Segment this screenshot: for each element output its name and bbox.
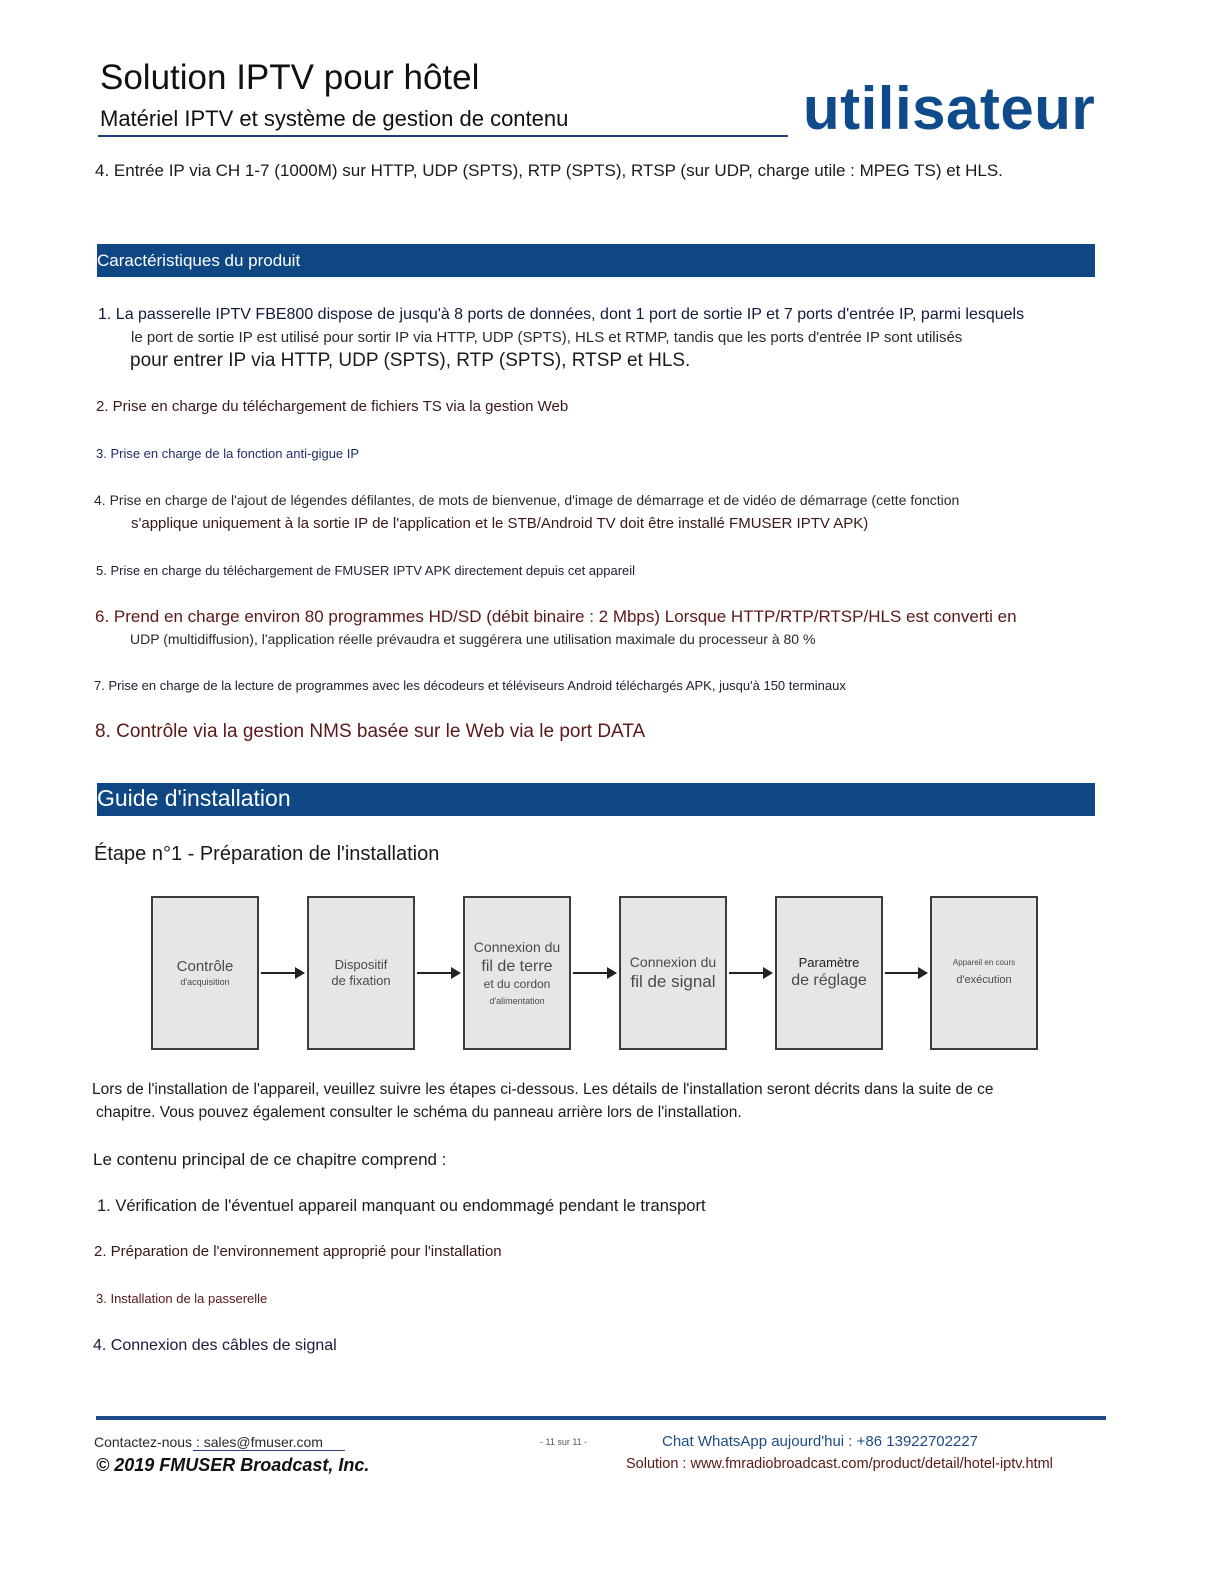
flow-step-1-line2: d'acquisition	[180, 976, 230, 987]
flow-step-5-line1: Paramètre	[798, 954, 860, 970]
footer-divider	[96, 1416, 1106, 1420]
feature-item-7: 7. Prise en charge de la lecture de programmes avec les décodeurs et téléviseurs Android téléchargés APK, jusqu'à 150 terminaux	[94, 678, 846, 693]
flow-arrow	[885, 972, 926, 974]
chapter-contents-heading: Le contenu principal de ce chapitre comprend :	[93, 1150, 447, 1169]
flow-step-3-line2: fil de terre	[481, 957, 553, 975]
flow-step-4-line1: Connexion du	[629, 953, 717, 970]
contact-underline	[193, 1450, 345, 1451]
flow-step-acquisition	[151, 896, 259, 1050]
install-paragraph-line2: chapitre. Vous pouvez également consulter le schéma du panneau arrière lors de l'installation.	[96, 1104, 742, 1121]
features-heading: Caractéristiques du produit	[97, 251, 301, 270]
whatsapp-contact: Chat WhatsApp aujourd'hui : +86 13922702227	[662, 1433, 979, 1450]
brand-word: utilisateur	[803, 75, 1096, 142]
flow-arrow	[729, 972, 771, 974]
features-section-bar	[97, 244, 1095, 277]
install-heading: Guide d'installation	[97, 785, 291, 811]
chapter-content-item-2: 2. Préparation de l'environnement approprié pour l'installation	[94, 1243, 502, 1260]
flow-arrow	[417, 972, 459, 974]
feature-item-6-line1: 6. Prend en charge environ 80 programmes HD/SD (débit binaire : 2 Mbps) Lorsque HTTP/RTP/RTSP/HLS est converti en	[95, 607, 1017, 626]
flow-arrow	[261, 972, 303, 974]
flow-step-settings	[775, 896, 883, 1050]
solution-url-link[interactable]: Solution : www.fmradiobroadcast.com/product/detail/hotel-iptv.html	[626, 1456, 1053, 1472]
feature-item-4-line2: s'applique uniquement à la sortie IP de l'application et le STB/Android TV doit être installé FMUSER IPTV APK)	[131, 515, 869, 532]
flow-step-3-line1: Connexion du	[473, 939, 561, 956]
flow-step-2-line1: Dispositif	[334, 956, 388, 972]
page-subtitle: Matériel IPTV et système de gestion de contenu	[100, 106, 569, 131]
feature-item-1-line3: pour entrer IP via HTTP, UDP (SPTS), RTP (SPTS), RTSP et HLS.	[130, 350, 691, 371]
contact-email-link[interactable]: Contactez-nous : sales@fmuser.com	[94, 1434, 323, 1450]
chapter-content-item-1: 1. Vérification de l'éventuel appareil manquant ou endommagé pendant le transport	[97, 1197, 706, 1215]
feature-item-3: 3. Prise en charge de la fonction anti-gigue IP	[96, 446, 360, 461]
install-paragraph-line1: Lors de l'installation de l'appareil, veuillez suivre les étapes ci-dessous. Les détails de l'installation seront décrits dans la suite de ce	[92, 1081, 994, 1098]
flow-step-ground-power	[463, 896, 571, 1050]
flow-step-fixation	[307, 896, 415, 1050]
feature-item-8: 8. Contrôle via la gestion NMS basée sur le Web via le port DATA	[95, 721, 646, 742]
chapter-content-item-4: 4. Connexion des câbles de signal	[93, 1337, 337, 1354]
flow-step-4-line2: fil de signal	[630, 972, 716, 992]
flow-step-3-line3: et du cordon	[483, 976, 551, 991]
page-title: Solution IPTV pour hôtel	[100, 58, 480, 97]
flow-step-6-line2: d'exécution	[956, 974, 1012, 987]
chapter-content-item-3: 3. Installation de la passerelle	[96, 1291, 268, 1306]
flow-step-3-line4: d'alimentation	[489, 995, 545, 1006]
flow-step-6-line1: Appareil en cours	[952, 958, 1016, 968]
flow-step-running	[930, 896, 1038, 1050]
page-number: - 11 sur 11 -	[540, 1437, 588, 1447]
step-title: Étape n°1 - Préparation de l'installation	[94, 843, 440, 865]
feature-item-1-line1: 1. La passerelle IPTV FBE800 dispose de jusqu'à 8 ports de données, dont 1 port de sortie IP et 7 ports d'entrée IP, parmi lesquels	[98, 306, 1025, 323]
feature-item-4-line1: 4. Prise en charge de l'ajout de légendes défilantes, de mots de bienvenue, d'image de démarrage et de vidéo de démarrage (cette fonction	[94, 492, 960, 508]
flow-step-2-line2: de fixation	[331, 973, 391, 988]
feature-item-5: 5. Prise en charge du téléchargement de FMUSER IPTV APK directement depuis cet appareil	[96, 563, 636, 578]
copyright: © 2019 FMUSER Broadcast, Inc.	[96, 1455, 370, 1475]
feature-item-2: 2. Prise en charge du téléchargement de fichiers TS via la gestion Web	[96, 398, 569, 415]
intro-line: 4. Entrée IP via CH 1-7 (1000M) sur HTTP, UDP (SPTS), RTP (SPTS), RTSP (sur UDP, charge utile : MPEG TS) et HLS.	[95, 161, 1003, 180]
flow-step-signal-wire	[619, 896, 727, 1050]
feature-item-1-line2: le port de sortie IP est utilisé pour sortir IP via HTTP, UDP (SPTS), HLS et RTMP, tandis que les ports d'entrée IP sont utilisés	[131, 329, 963, 346]
flow-step-1-line1: Contrôle	[176, 958, 234, 975]
feature-item-6-line2: UDP (multidiffusion), l'application réelle prévaudra et suggérera une utilisation maximale du processeur à 80 %	[130, 631, 816, 647]
flow-arrow	[573, 972, 615, 974]
flow-step-5-line2: de réglage	[791, 972, 867, 990]
header-divider	[98, 135, 788, 137]
install-section-bar	[97, 783, 1095, 816]
